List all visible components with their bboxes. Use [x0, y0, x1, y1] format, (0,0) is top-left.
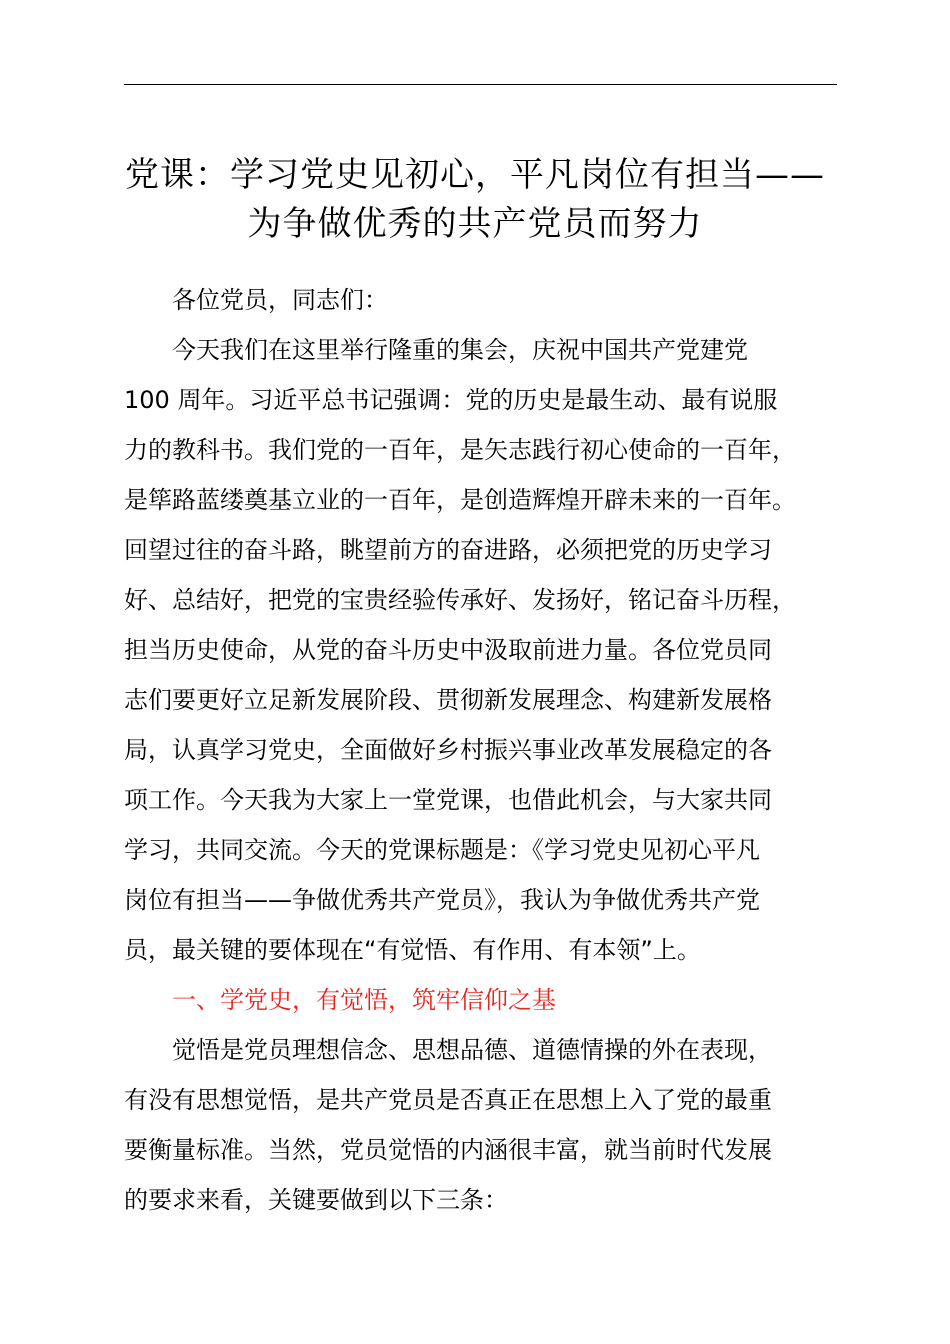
salutation: 各位党员，同志们： — [172, 286, 388, 314]
paragraph1-line: 力的教科书。我们党的一百年，是矢志践行初心使命的一百年， — [124, 436, 796, 464]
section-heading-1: 一、学党史，有觉悟，筑牢信仰之基 — [172, 986, 556, 1014]
paragraph1-line: 好、总结好，把党的宝贵经验传承好、发扬好，铭记奋斗历程， — [124, 586, 796, 614]
paragraph1-line: 学习，共同交流。今天的党课标题是：《学习党史见初心平凡 — [124, 836, 760, 864]
paragraph2-line: 的要求来看，关键要做到以下三条： — [124, 1186, 508, 1214]
document-title-line1: 党课：学习党史见初心，平凡岗位有担当—— — [125, 155, 825, 195]
paragraph2-line: 要衡量标准。当然，党员觉悟的内涵很丰富，就当前时代发展 — [124, 1136, 772, 1164]
header-rule — [124, 84, 837, 85]
document-title-line2: 为争做优秀的共产党员而努力 — [247, 204, 703, 244]
paragraph1-line: 员，最关键的要体现在“有觉悟、有作用、有本领”上。 — [124, 936, 701, 964]
paragraph2-line: 觉悟是党员理想信念、思想品德、道德情操的外在表现， — [172, 1036, 772, 1064]
paragraph1-line: 回望过往的奋斗路，眺望前方的奋进路，必须把党的历史学习 — [124, 536, 772, 564]
paragraph1-line: 志们要更好立足新发展阶段、贯彻新发展理念、构建新发展格 — [124, 686, 772, 714]
paragraph1-line: 局，认真学习党史，全面做好乡村振兴事业改革发展稳定的各 — [124, 736, 772, 764]
paragraph1-line: 是筚路蓝缕奠基立业的一百年，是创造辉煌开辟未来的一百年。 — [124, 486, 796, 514]
document-body — [124, 275, 864, 1225]
paragraph1-line: 今天我们在这里举行隆重的集会，庆祝中国共产党建党 — [172, 336, 748, 364]
paragraph1-line: 100 周年。习近平总书记强调：党的历史是最生动、最有说服 — [124, 386, 778, 414]
paragraph1-line: 岗位有担当——争做优秀共产党员》，我认为争做优秀共产党 — [124, 886, 760, 914]
paragraph1-line: 担当历史使命，从党的奋斗历史中汲取前进力量。各位党员同 — [124, 636, 772, 664]
paragraph2-line: 有没有思想觉悟，是共产党员是否真正在思想上入了党的最重 — [124, 1086, 772, 1114]
paragraph1-line: 项工作。今天我为大家上一堂党课，也借此机会，与大家共同 — [124, 786, 772, 814]
